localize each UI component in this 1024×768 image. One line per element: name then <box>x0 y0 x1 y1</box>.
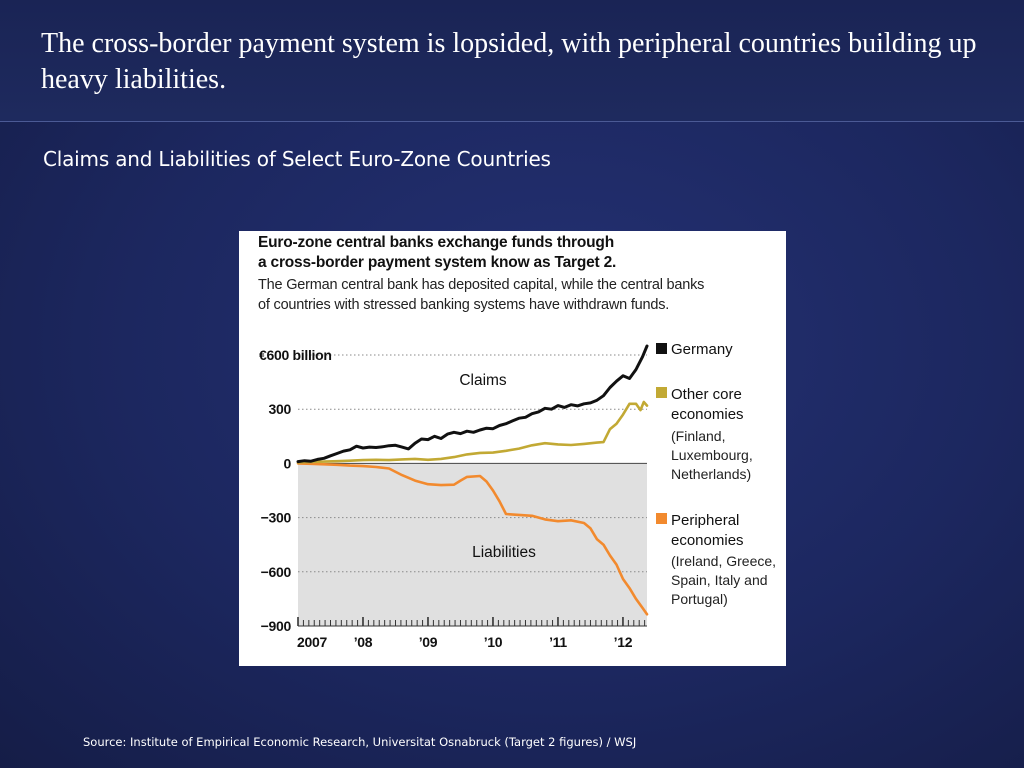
legend-note-peripheral: Portugal) <box>671 591 728 607</box>
chart-dek-line-1: The German central bank has deposited capital, while the central banks <box>258 277 705 293</box>
y-tick-label: 0 <box>283 455 291 472</box>
legend-note-peripheral: (Ireland, Greece, <box>671 553 777 569</box>
legend-swatch-germany <box>656 343 667 354</box>
chart-heading <box>258 233 778 273</box>
chart-panel <box>239 231 786 666</box>
chart-heading-line-2: a cross-border payment system know as Target 2. <box>258 254 617 271</box>
legend-note-other-core: Netherlands) <box>671 466 752 482</box>
slide-title: The cross-border payment system is lopsided, with peripheral countries building up heavy liabilities. <box>41 28 977 95</box>
y-tick-label: −900 <box>260 618 291 634</box>
slide-subtitle: Claims and Liabilities of Select Euro-Zone Countries <box>43 147 551 171</box>
legend-note-other-core: (Finland, <box>671 428 726 444</box>
legend-label-peripheral: Peripheral <box>671 512 740 529</box>
title-bar <box>0 0 1024 122</box>
chart-heading-line-1: Euro-zone central banks exchange funds through <box>258 234 614 251</box>
x-tick-label: ’12 <box>613 634 633 650</box>
legend-swatch-other-core <box>656 387 667 398</box>
x-tick-label: 2007 <box>297 634 327 650</box>
legend-note-peripheral: Spain, Italy and <box>671 572 768 588</box>
y-tick-label: −300 <box>260 509 291 526</box>
source-note: Source: Institute of Empirical Economic Research, Universitat Osnabruck (Target 2 figures) / WSJ <box>83 735 637 749</box>
x-tick-label: ’11 <box>549 634 567 650</box>
x-tick-label: ’10 <box>483 634 503 650</box>
legend-label-germany: Germany <box>671 341 733 358</box>
liabilities-label: Liabilities <box>472 544 536 561</box>
y-tick-label: 300 <box>268 401 291 418</box>
legend-note-other-core: Luxembourg, <box>671 447 753 463</box>
chart-dek-line-2: of countries with stressed banking systems have withdrawn funds. <box>258 297 670 313</box>
chart-dek <box>258 275 778 315</box>
y-tick-label: −600 <box>260 563 291 580</box>
x-tick-label: ’08 <box>353 634 373 650</box>
legend-swatch-peripheral <box>656 513 667 524</box>
germany-line <box>298 346 647 462</box>
legend-label-other-core: Other core <box>671 386 742 403</box>
x-tick-label: ’09 <box>418 634 438 650</box>
legend-label-peripheral: economies <box>671 532 744 549</box>
y-tick-label: €600 billion <box>259 347 332 363</box>
claims-label: Claims <box>459 372 507 389</box>
legend-label-other-core: economies <box>671 406 744 423</box>
chart-header <box>258 233 778 315</box>
